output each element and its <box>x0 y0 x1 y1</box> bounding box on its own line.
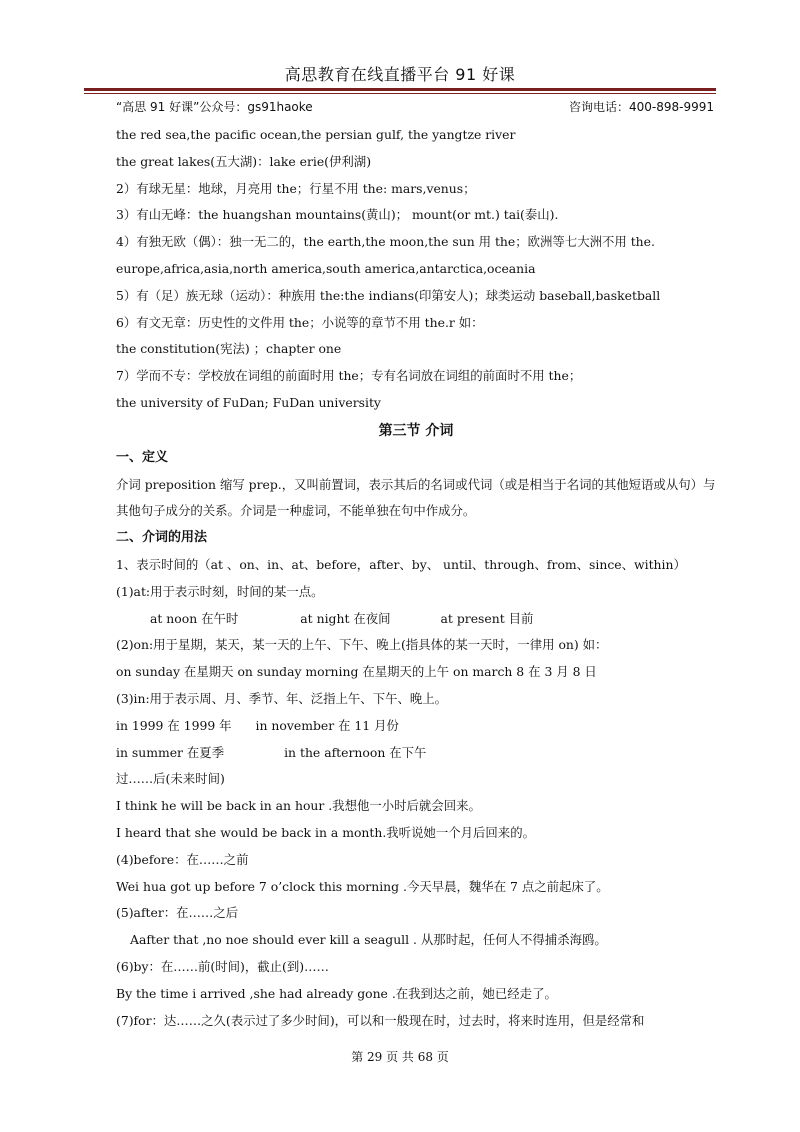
heading-usage: 二、介词的用法 <box>116 530 208 546</box>
text-line: (6)by：在……前(时间)，截止(到)…… <box>116 958 329 974</box>
text-line: the constitution(宪法) ；chapter one <box>116 341 342 357</box>
text-line: the university of FuDan; FuDan university <box>116 394 381 410</box>
example-in-afternoon: in the afternoon 在下午 <box>284 744 427 760</box>
example-line <box>116 606 716 633</box>
text-line: 2）有球无星：地球，月亮用 the；行星不用 the: mars,venus； <box>116 180 476 196</box>
example-in-summer: in summer 在夏季 <box>116 744 225 760</box>
text-line: By the time i arrived ,she had already gone .在我到达之前，她已经走了。 <box>116 985 557 1001</box>
text-line: (3)in:用于表示周、月、季节、年、泛指上午、下午、晚上。 <box>116 690 448 706</box>
text-line: 4）有独无欧（偶）：独一无二的，the earth,the moon,the sun 用 the；欧洲等七大洲不用 the. <box>116 234 655 250</box>
example-in-november: in november 在 11 月份 <box>255 717 399 733</box>
example-in-1999: in 1999 在 1999 年 <box>116 717 232 733</box>
header-rule-thick <box>84 88 716 91</box>
text-line: I think he will be back in an hour .我想他一小时后就会回来。 <box>116 798 481 814</box>
text-line: Wei hua got up before 7 o’clock this morning .今天早晨，魏华在 7 点之前起床了。 <box>116 878 609 894</box>
text-line: (5)after：在……之后 <box>116 905 239 921</box>
heading-definition: 一、定义 <box>116 449 169 465</box>
text-line: (7)for：达……之久(表示过了多少时间)，可以和一般现在时，过去时，将来时连用，但是经常和 <box>116 1012 645 1028</box>
text-line: europe,africa,asia,north america,south america,antarctica,oceania <box>116 260 536 276</box>
text-line: (4)before：在……之前 <box>116 851 249 867</box>
example-at-noon: at noon 在午时 <box>150 610 239 626</box>
example-at-night: at night 在夜间 <box>300 610 391 626</box>
example-at-present: at present 目前 <box>440 610 534 626</box>
text-line: 过……后(未来时间) <box>116 771 225 787</box>
text-line: (2)on:用于星期，某天，某一天的上午、下午、晚上(指具体的某一天时，一律用 on) 如： <box>116 637 608 653</box>
text-line: on sunday 在星期天 on sunday morning 在星期天的上午 on march 8 在 3 月 8 日 <box>116 664 597 680</box>
header-wechat-account: “高思 91 好课”公众号：gs91haoke <box>116 100 313 114</box>
section-title: 第三节 介词 <box>378 422 454 439</box>
text-line: the great lakes(五大湖)：lake erie(伊利湖) <box>116 153 372 169</box>
header-phone: 咨询电话：400-898-9991 <box>568 100 714 114</box>
text-line: Aafter that ,no noe should ever kill a seagull . 从那时起，任何人不得捕杀海鸥。 <box>130 932 607 948</box>
text-line: 7）学而不专：学校放在词组的前面时用 the；专有名词放在词组的前面时不用 the； <box>116 368 582 384</box>
example-line <box>116 740 716 767</box>
text-line: I heard that she would be back in a month.我听说她一个月后回来的。 <box>116 824 535 840</box>
text-line: 1、表示时间的（at 、on、in、at、before，after、by、 until、through、from、since、within） <box>116 556 686 572</box>
definition-paragraph: 介词 preposition 缩写 prep.，又叫前置词，表示其后的名词或代词（或是相当于名词的其他短语或从句）与其他句子成分的关系。介词是一种虚词，不能单独在句中作成分。 <box>116 476 716 519</box>
example-line <box>116 713 716 740</box>
text-line: 3）有山无峰：the huangshan mountains(黄山)； mount(or mt.) tai(泰山). <box>116 207 559 223</box>
header-rule-thin <box>84 93 716 94</box>
text-line: 5）有（足）族无球（运动）：种族用 the:the indians(印第安人)；球类运动 baseball,basketball <box>116 287 661 303</box>
text-line: the red sea,the pacific ocean,the persian gulf, the yangtze river <box>116 127 516 142</box>
document-body <box>116 122 716 1034</box>
page-footer: 第 29 页 共 68 页 <box>351 1050 449 1064</box>
page-header-title: 高思教育在线直播平台 91 好课 <box>284 65 516 84</box>
text-line: 6）有文无章：历史性的文件用 the；小说等的章节不用 the.r 如： <box>116 314 484 330</box>
text-line: (1)at:用于表示时刻，时间的某一点。 <box>116 583 324 599</box>
